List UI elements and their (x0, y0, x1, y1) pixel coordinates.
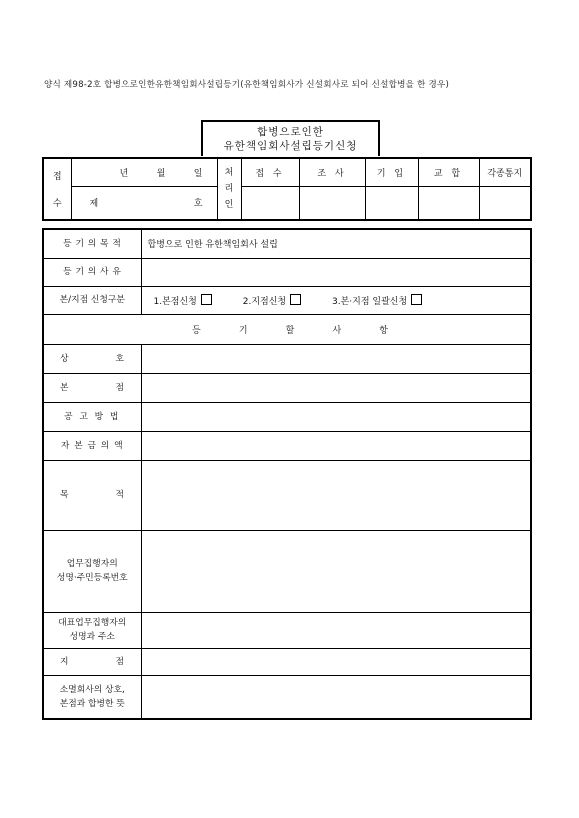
executive-label (43, 530, 141, 612)
number-prefix: 제 (89, 199, 99, 210)
processing-stamp-cell (217, 158, 241, 220)
section-char-1: 등 (192, 325, 201, 336)
table-row (43, 530, 531, 612)
branch-type-label: 본/지점 신청구분 (43, 286, 141, 314)
table-row (43, 286, 531, 314)
stamp-receipt (241, 186, 299, 220)
section-char-4: 사 (332, 325, 342, 336)
section-char-5: 항 (379, 325, 388, 336)
header-notices: 각종통지 (479, 158, 531, 186)
option-head-office (154, 294, 212, 307)
executive-field[interactable] (141, 530, 531, 612)
dissolved-company-field[interactable] (141, 675, 531, 719)
head-office-field[interactable] (141, 373, 531, 402)
table-row (43, 314, 531, 344)
header-receipt: 접 수 (241, 158, 299, 186)
receipt-label-cell (43, 158, 71, 220)
rep-label-line1: 대표업무집행자의 (58, 618, 127, 628)
header-verify: 교 합 (418, 158, 479, 186)
branch-label (43, 648, 141, 675)
table-row (43, 431, 531, 460)
dissolved-label-line1: 소멸회사의 상호, (59, 684, 125, 695)
form-number-note: 양식 제98-2호 합병으로인한유한책임회사설립등기(유한책임회사가 신설회사로 되어 신설합병을 한 경우) (44, 80, 449, 90)
form-title-line2: 유한책임회사설립등기신청 (223, 140, 358, 152)
trade-name-label (43, 344, 141, 373)
option-branch (243, 294, 301, 307)
section-header (43, 314, 531, 344)
stamp-entry (365, 186, 418, 220)
processing-char-1: 처 (224, 168, 234, 178)
trade-name-field[interactable] (141, 344, 531, 373)
rep-executive-field[interactable] (141, 612, 531, 648)
capital-label: 자 본 금 의 액 (43, 431, 141, 460)
header-review: 조 사 (299, 158, 365, 186)
rep-executive-label (43, 612, 141, 648)
head-office-checkbox[interactable] (201, 294, 212, 305)
public-notice-field[interactable] (141, 402, 531, 431)
table-row (43, 373, 531, 402)
table-row (43, 229, 531, 258)
executive-label-line2: 성명·주민등록번호 (56, 573, 128, 583)
table-row (43, 460, 531, 530)
reason-label: 등 기 의 사 유 (43, 258, 141, 286)
receipt-table (42, 157, 532, 221)
rep-label-line2: 성명과 주소 (69, 632, 115, 642)
objective-char-2: 적 (115, 490, 125, 500)
stamp-review (299, 186, 365, 220)
branch-char-2: 점 (115, 656, 125, 667)
table-row (43, 258, 531, 286)
reason-field[interactable] (141, 258, 531, 286)
purpose-label: 등 기 의 목 적 (43, 229, 141, 258)
table-row (43, 612, 531, 648)
purpose-value: 합병으로 인한 유한책임회사 설립 (141, 229, 531, 258)
both-checkbox[interactable] (411, 294, 422, 305)
section-char-3: 할 (285, 325, 295, 336)
trade-name-char-2: 호 (115, 353, 125, 364)
day-label: 일 (193, 168, 203, 179)
branch-field[interactable] (141, 648, 531, 675)
receipt-number-cell (71, 186, 217, 220)
section-char-2: 기 (238, 325, 248, 336)
table-row (43, 675, 531, 719)
objective-char-1: 목 (60, 490, 69, 500)
table-row (43, 402, 531, 431)
table-row (43, 344, 531, 373)
capital-field[interactable] (141, 431, 531, 460)
trade-name-char-1: 상 (60, 353, 69, 364)
branch-type-options (141, 286, 531, 314)
year-label: 년 (119, 168, 129, 179)
public-notice-label: 공 고 방 법 (43, 402, 141, 431)
dissolved-company-label (43, 675, 141, 719)
option-branch-label: 2.지점신청 (242, 296, 287, 307)
stamp-notices (479, 186, 531, 220)
processing-char-3: 인 (224, 200, 234, 210)
header-entry: 기 입 (365, 158, 418, 186)
receipt-label-su: 수 (52, 199, 62, 209)
option-head-office-label: 1.본점신청 (153, 296, 197, 307)
month-label: 월 (156, 168, 166, 179)
objective-field[interactable] (141, 460, 531, 530)
branch-checkbox[interactable] (290, 294, 301, 305)
form-title-line1: 합병으로인한 (257, 126, 324, 138)
dissolved-label-line2: 본점과 합병한 뜻 (59, 698, 125, 709)
branch-char-1: 지 (60, 656, 69, 667)
receipt-date-cell (71, 158, 217, 186)
registration-details-table (42, 228, 532, 720)
table-row (43, 648, 531, 675)
head-office-label (43, 373, 141, 402)
option-both (332, 294, 422, 307)
executive-label-line1: 업무집행자의 (66, 559, 118, 569)
stamp-verify (418, 186, 479, 220)
form-title-box (201, 120, 380, 156)
processing-char-2: 리 (224, 184, 234, 194)
number-suffix: 호 (193, 199, 203, 210)
head-office-char-2: 점 (115, 382, 125, 393)
head-office-char-1: 본 (60, 382, 69, 393)
option-both-label: 3.본·지점 일괄신청 (332, 296, 408, 307)
objective-label (43, 460, 141, 530)
receipt-label-jeop: 접 (52, 172, 62, 182)
